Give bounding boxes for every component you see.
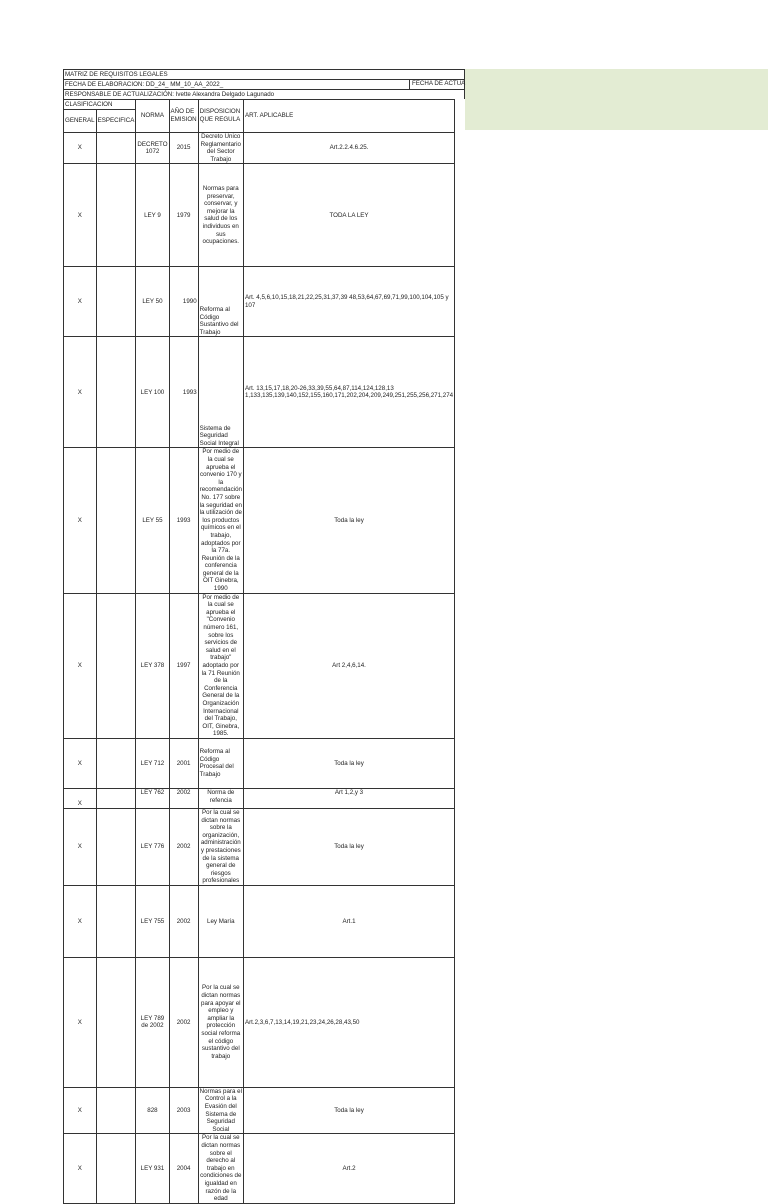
header-norma[interactable]: NORMA: [136, 100, 169, 133]
cell-anio[interactable]: 2002: [169, 788, 198, 808]
cell-general[interactable]: X: [64, 267, 97, 337]
cell-general[interactable]: X: [64, 337, 97, 448]
cell-norma[interactable]: LEY 50: [136, 267, 169, 337]
cell-art[interactable]: Toda la ley: [243, 1087, 454, 1134]
cell-norma[interactable]: LEY 762: [136, 788, 169, 808]
header-anio[interactable]: AÑO DE EMISION: [169, 100, 198, 133]
cell-anio[interactable]: 1979: [169, 164, 198, 267]
cell-disposicion[interactable]: Reforma al Código Procesal del Trabajo: [198, 738, 243, 788]
cell-disposicion[interactable]: Por la cual se dictan normas sobre el derecho al trabajo en condiciones de igualdad en razón de la edad: [198, 1134, 243, 1203]
header-general[interactable]: GENERAL: [64, 110, 97, 133]
table-row: [64, 788, 455, 808]
cell-art[interactable]: Art 1,2,y 3: [243, 788, 454, 808]
table-row: [64, 1087, 455, 1134]
cell-especifica[interactable]: [96, 448, 136, 593]
cell-norma[interactable]: LEY 776: [136, 808, 169, 885]
cell-anio[interactable]: 1993: [169, 448, 198, 593]
cell-art[interactable]: Art.1: [243, 885, 454, 957]
header-art[interactable]: ART. APLICABLE: [243, 100, 454, 133]
cell-anio[interactable]: 1990: [169, 267, 198, 337]
cell-anio[interactable]: 2002: [169, 808, 198, 885]
cell-general[interactable]: X: [64, 448, 97, 593]
cell-general[interactable]: X: [64, 808, 97, 885]
cell-anio[interactable]: 2002: [169, 957, 198, 1087]
cell-anio[interactable]: 2015: [169, 133, 198, 164]
cell-disposicion[interactable]: Por medio de la cual se aprueba el convenio 170 y la recomendación No. 177 sobre la seguridad en la utilización de los productos químicos en el trabajo, adoptados por la 77a. Reunión de la conferencia general de la OIT Ginebra, 1990: [199, 448, 242, 593]
header-clasificacion[interactable]: CLASIFICACION: [64, 100, 136, 110]
cell-disposicion[interactable]: Por la cual se dictan normas sobre la organización, administración y prestaciones de la sistema general de riesgos profesionales: [198, 808, 243, 885]
table-row: [64, 738, 455, 788]
header-especifica[interactable]: ESPECIFICA: [96, 110, 136, 133]
elaboration-date[interactable]: FECHA DE ELABORACION: DD_24_ MM_10_AA_2022_: [63, 79, 465, 89]
cell-disposicion[interactable]: Por medio de la cual se aprueba el "Convenio número 161, sobre los servicios de salud en el trabajo" adoptado por la 71 Reunión de la Conferencia General de la Organización Internacional del Trabajo, OIT, Ginebra, 1985.: [198, 593, 243, 738]
cell-art[interactable]: Art.2.2.4.6.25.: [243, 133, 454, 164]
table-row: [64, 337, 455, 448]
cell-disposicion[interactable]: Normas para preservar, conservar, y mejorar la salud de los individuos en sus ocupaciones.: [198, 164, 243, 267]
cell-general[interactable]: X: [64, 788, 97, 808]
table-row: [64, 593, 455, 738]
cell-especifica[interactable]: [96, 593, 136, 738]
cell-art[interactable]: Art.2,3,6,7,13,14,19,21,23,24,26,28,43,50: [243, 957, 454, 1087]
selected-cell-highlight: [465, 69, 768, 130]
cell-especifica[interactable]: [96, 267, 136, 337]
cell-disposicion[interactable]: Sistema de Seguridad Social Integral: [198, 337, 243, 448]
cell-art[interactable]: Art 2,4,6,14.: [243, 593, 454, 738]
sheet-title[interactable]: MATRIZ DE REQUISITOS LEGALES: [63, 69, 465, 79]
cell-art[interactable]: Toda la ley: [243, 448, 454, 593]
cell-norma[interactable]: LEY 9: [136, 164, 169, 267]
table-row: [64, 267, 455, 337]
cell-general[interactable]: X: [64, 885, 97, 957]
cell-disposicion[interactable]: Normas para el Control a la Evasión del Sistema de Seguridad Social: [199, 1087, 242, 1133]
cell-general[interactable]: X: [64, 164, 97, 267]
cell-especifica[interactable]: [96, 1087, 136, 1134]
cell-anio[interactable]: 1997: [169, 593, 198, 738]
cell-especifica[interactable]: [96, 1134, 136, 1203]
requirements-table: [63, 99, 455, 1204]
cell-art[interactable]: Art. 13,15,17,18,20-26,33,39,55,64,87,114,124,128,13 1,133,135,139,140,152,155,160,171,202,204,209,249,251,255,256,271,274: [243, 337, 454, 448]
cell-norma[interactable]: LEY 712: [136, 738, 169, 788]
cell-anio[interactable]: 2001: [169, 738, 198, 788]
cell-anio[interactable]: 2002: [169, 885, 198, 957]
cell-disposicion[interactable]: Reforma al Código Sustantivo del Trabajo: [198, 267, 243, 337]
responsible-person[interactable]: RESPONSABLE DE ACTUALIZACIÓN: Ivette Alexandra Delgado Lagunado: [63, 89, 465, 99]
cell-especifica[interactable]: [96, 164, 136, 267]
cell-disposicion[interactable]: Decreto Único Reglamentario del Sector Trabajo: [198, 133, 243, 164]
cell-anio[interactable]: 1993: [169, 337, 198, 448]
cell-general[interactable]: X: [64, 593, 97, 738]
cell-especifica[interactable]: [96, 957, 136, 1087]
table-row: [64, 448, 455, 593]
cell-general[interactable]: X: [64, 738, 97, 788]
cell-norma[interactable]: LEY 55: [136, 448, 169, 593]
cell-general[interactable]: X: [64, 1087, 97, 1134]
table-row: [64, 885, 455, 957]
cell-norma[interactable]: LEY 789 de 2002: [136, 957, 169, 1087]
cell-general[interactable]: X: [64, 133, 97, 164]
cell-art[interactable]: Art. 4,5,6,10,15,18,21,22,25,31,37,39 48,53,64,67,69,71,99,100,104,105 y 107: [243, 267, 454, 337]
cell-disposicion[interactable]: Norma de refencia: [198, 788, 243, 808]
cell-general[interactable]: X: [64, 1134, 97, 1203]
cell-especifica[interactable]: [96, 808, 136, 885]
cell-especifica[interactable]: [96, 885, 136, 957]
cell-especifica[interactable]: [96, 738, 136, 788]
cell-art[interactable]: Art.2: [243, 1134, 454, 1203]
cell-norma[interactable]: 828: [136, 1087, 169, 1134]
cell-art[interactable]: Toda la ley: [243, 808, 454, 885]
table-row: [64, 1134, 455, 1203]
cell-norma[interactable]: LEY 931: [136, 1134, 169, 1203]
update-date-label[interactable]: FECHA DE ACTUA: [409, 79, 468, 89]
table-row: [64, 164, 455, 267]
cell-disposicion[interactable]: Ley María: [198, 885, 243, 957]
cell-art[interactable]: Toda la ley: [243, 738, 454, 788]
table-row: [64, 808, 455, 885]
cell-art[interactable]: TODA LA LEY: [243, 164, 454, 267]
cell-general[interactable]: X: [64, 957, 97, 1087]
table-row: [64, 133, 455, 164]
cell-disposicion[interactable]: Por la cual se dictan normas para apoyar el empleo y ampliar la protección social reforma el código sustantivo del trabajo: [198, 957, 243, 1087]
cell-norma[interactable]: LEY 100: [136, 337, 169, 448]
cell-anio[interactable]: 2004: [169, 1134, 198, 1203]
header-disposicion[interactable]: DISPOSICION QUE REGULA: [198, 100, 243, 133]
cell-norma[interactable]: LEY 378: [136, 593, 169, 738]
cell-norma[interactable]: DECRETO 1072: [136, 133, 169, 164]
table-row: [64, 957, 455, 1087]
cell-especifica[interactable]: [96, 337, 136, 448]
cell-especifica[interactable]: [96, 788, 136, 808]
cell-norma[interactable]: LEY 755: [136, 885, 169, 957]
cell-especifica[interactable]: [96, 133, 136, 164]
cell-anio[interactable]: 2003: [169, 1087, 198, 1134]
